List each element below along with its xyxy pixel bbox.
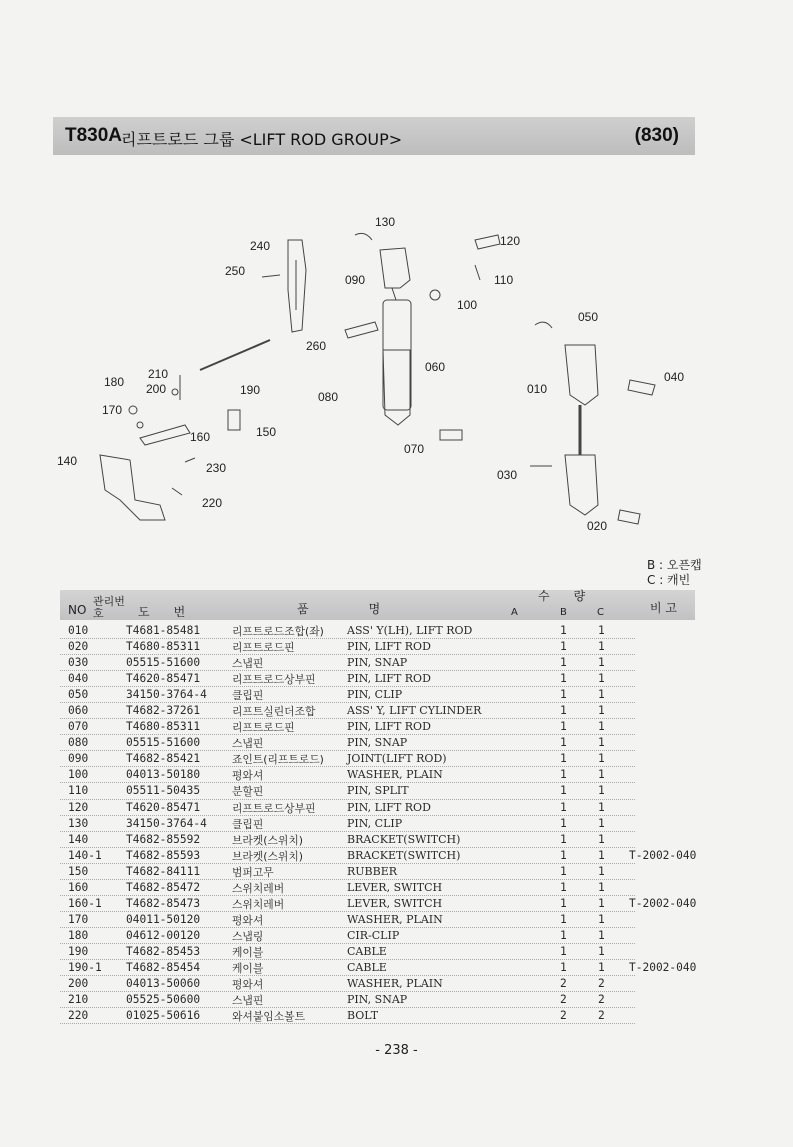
rubber-150-shape (228, 410, 240, 430)
table-row (60, 783, 700, 799)
cell-b: 1 (560, 688, 567, 702)
callout-label: 140 (57, 454, 78, 468)
cell-b: 1 (560, 960, 567, 974)
cell-b: 1 (560, 912, 567, 926)
cell-kr: 브라켓(스위치) (232, 833, 304, 847)
clip-130-shape (355, 233, 372, 240)
snap-pin-230-shape (185, 458, 195, 462)
cell-en: PIN, SPLIT (347, 784, 409, 798)
cell-kr: 평와셔 (232, 978, 264, 992)
table-row (60, 800, 700, 816)
cell-b: 1 (560, 832, 567, 846)
table-row (60, 767, 700, 783)
cell-part: T4682-85453 (126, 944, 201, 958)
cell-en: WASHER, PLAIN (347, 977, 443, 991)
cell-en: PIN, LIFT ROD (347, 672, 431, 686)
cell-part: T4680-85311 (126, 640, 201, 654)
cell-c: 1 (598, 928, 605, 942)
table-row (60, 880, 700, 896)
cell-no: 160-1 (68, 896, 102, 910)
cell-b: 1 (560, 752, 567, 766)
cell-en: CABLE (347, 960, 387, 974)
callout-label: 080 (318, 390, 339, 404)
cell-kr: 스냅핀 (232, 994, 264, 1008)
cell-no: 140-1 (68, 848, 102, 862)
header-drawing: 도 번 (138, 605, 186, 619)
header-mgmt-no: 관리번호 (93, 595, 125, 620)
table-row (60, 848, 700, 864)
cell-no: 150 (68, 864, 89, 878)
cell-part: 34150-3764-4 (126, 816, 207, 830)
cell-no: 160 (68, 880, 89, 894)
cell-c: 1 (598, 656, 605, 670)
header-item-name: 품 명 (297, 602, 381, 616)
callout-label: 220 (202, 496, 223, 510)
cell-b: 2 (560, 993, 567, 1007)
callout-label: 030 (497, 468, 518, 482)
cell-en: WASHER, PLAIN (347, 768, 443, 782)
cell-kr: 리프트로드조합(좌) (232, 625, 324, 638)
cell-c: 1 (598, 768, 605, 782)
cell-c: 1 (598, 704, 605, 718)
cell-c: 1 (598, 912, 605, 926)
cell-no: 200 (68, 977, 89, 991)
legend-c: C : 캐빈 (647, 573, 691, 587)
cell-no: 170 (68, 912, 89, 926)
cell-kr: 리프트로드상부핀 (232, 673, 316, 687)
callout-label: 240 (250, 239, 271, 253)
cell-c: 1 (598, 736, 605, 750)
cell-no: 190-1 (68, 960, 102, 974)
page-code: (830) (634, 125, 679, 146)
cell-part: 04612-00120 (126, 928, 201, 942)
cell-b: 1 (560, 896, 567, 910)
cell-c: 1 (598, 672, 605, 686)
cell-en: PIN, LIFT ROD (347, 720, 431, 734)
cell-part: 05511-50435 (126, 784, 201, 798)
cell-part: T4682-37261 (126, 704, 201, 718)
cell-b: 1 (560, 816, 567, 830)
cell-c: 2 (598, 977, 605, 991)
cell-c: 1 (598, 800, 605, 814)
table-row (60, 623, 700, 639)
cell-b: 1 (560, 640, 567, 654)
callout-label: 040 (664, 370, 685, 384)
cell-b: 1 (560, 672, 567, 686)
table-row (60, 992, 700, 1008)
liftrod-010-top (565, 345, 598, 405)
pin-040-shape (628, 380, 655, 395)
joint-090-shape (380, 248, 410, 288)
cable-190-shape (200, 340, 270, 370)
table-row (60, 912, 700, 928)
cell-en: CIR-CLIP (347, 928, 400, 942)
callout-label: 190 (240, 383, 261, 397)
pin-070-shape (440, 430, 462, 440)
washer-170-shape (137, 422, 143, 428)
cell-en: CABLE (347, 944, 387, 958)
cell-c: 1 (598, 864, 605, 878)
cell-note: T-2002-040 (629, 960, 697, 974)
callout-label: 090 (345, 273, 366, 287)
cell-b: 1 (560, 736, 567, 750)
cell-en: LEVER, SWITCH (347, 896, 443, 910)
cell-no: 220 (68, 1009, 89, 1023)
cell-kr: 스냅핀 (232, 737, 264, 751)
cell-en: RUBBER (347, 864, 398, 878)
cell-note: T-2002-040 (629, 848, 697, 862)
header-c: C (597, 607, 604, 618)
cell-kr: 범퍼고무 (232, 865, 274, 879)
cir-clip-180-shape (129, 406, 137, 414)
cell-no: 020 (68, 640, 89, 654)
cell-no: 050 (68, 688, 89, 702)
cell-b: 1 (560, 784, 567, 798)
cell-c: 1 (598, 832, 605, 846)
callout-label: 050 (578, 310, 599, 324)
cell-no: 040 (68, 672, 89, 686)
cell-kr: 스냅링 (232, 929, 264, 943)
cell-en: PIN, SNAP (347, 993, 408, 1007)
callout-label: 180 (104, 375, 125, 389)
cell-no: 210 (68, 993, 89, 1007)
cell-b: 1 (560, 928, 567, 942)
cell-c: 1 (598, 816, 605, 830)
callout-label: 010 (527, 382, 548, 396)
cell-no: 070 (68, 720, 89, 734)
table-header (60, 590, 695, 620)
cell-en: PIN, LIFT ROD (347, 800, 431, 814)
header-no: NO (68, 603, 87, 617)
cell-c: 1 (598, 752, 605, 766)
cell-c: 1 (598, 688, 605, 702)
cell-b: 1 (560, 624, 567, 637)
cell-kr: 분할핀 (232, 785, 264, 799)
table-row (60, 703, 700, 719)
callout-label: 160 (190, 430, 211, 444)
cell-en: PIN, SNAP (347, 736, 408, 750)
cell-en: BRACKET(SWITCH) (347, 832, 461, 846)
cell-kr: 케이블 (232, 961, 264, 975)
cell-b: 1 (560, 864, 567, 878)
cell-c: 1 (598, 944, 605, 958)
table-row (60, 960, 700, 976)
cell-en: ASS' Y(LH), LIFT ROD (347, 624, 473, 637)
cell-note: T-2002-040 (629, 896, 697, 910)
cell-b: 1 (560, 848, 567, 862)
cell-part: T4682-84111 (126, 864, 201, 878)
cell-no: 030 (68, 656, 89, 670)
parts-table (60, 623, 700, 1024)
cell-en: PIN, CLIP (347, 688, 403, 702)
cell-b: 1 (560, 800, 567, 814)
cell-part: 05525-50600 (126, 993, 201, 1007)
table-row (60, 928, 700, 944)
lever-160-shape (140, 425, 190, 445)
washer-200-shape (172, 389, 178, 395)
cell-b: 1 (560, 768, 567, 782)
table-row (60, 976, 700, 992)
cell-kr: 평와셔 (232, 913, 264, 927)
cell-c: 1 (598, 880, 605, 894)
cell-part: T4682-85593 (126, 848, 201, 862)
cell-part: T4680-85311 (126, 720, 201, 734)
cell-part: 34150-3764-4 (126, 688, 207, 702)
cell-no: 100 (68, 768, 89, 782)
callout-label: 060 (425, 360, 446, 374)
cell-c: 1 (598, 896, 605, 910)
cell-kr: 클립핀 (232, 817, 264, 831)
cell-kr: 와셔붙임소볼트 (232, 1010, 306, 1024)
legend-b: B : 오픈캡 (647, 558, 702, 572)
header-remarks: 비 고 (650, 601, 677, 615)
callout-label: 120 (500, 234, 521, 248)
cell-part: 05515-51600 (126, 656, 201, 670)
cell-b: 1 (560, 944, 567, 958)
cell-part: 01025-50616 (126, 1009, 201, 1023)
pin-120-shape (475, 235, 500, 249)
cell-kr: 케이블 (232, 945, 264, 959)
table-row (60, 687, 700, 703)
cell-part: T4682-85454 (126, 960, 201, 974)
cell-c: 1 (598, 720, 605, 734)
page-number: - 238 - (375, 1043, 418, 1058)
cell-part: 04013-50180 (126, 768, 201, 782)
cell-en: LEVER, SWITCH (347, 880, 443, 894)
table-row (60, 832, 700, 848)
cell-part: T4682-85421 (126, 752, 201, 766)
cell-b: 2 (560, 1009, 567, 1023)
callout-label: 250 (225, 264, 246, 278)
cell-kr: 죠인트(리프트로드) (232, 753, 324, 767)
callout-label: 020 (587, 519, 608, 533)
cell-kr: 리프트실린더조합 (232, 705, 316, 719)
cell-b: 2 (560, 977, 567, 991)
cell-part: T4682-85592 (126, 832, 201, 846)
callout-label: 230 (206, 461, 227, 475)
cell-part: T4681-85481 (126, 624, 201, 637)
table-row (60, 1008, 700, 1024)
table-row (60, 751, 700, 767)
table-row (60, 671, 700, 687)
cell-en: PIN, LIFT ROD (347, 640, 431, 654)
cell-en: JOINT(LIFT ROD) (347, 752, 447, 766)
cell-c: 1 (598, 624, 605, 637)
cell-c: 2 (598, 1009, 605, 1023)
header-qty: 수 량 (538, 589, 586, 603)
cell-no: 180 (68, 928, 89, 942)
exploded-parts-diagram (0, 200, 793, 540)
split-pin-110-shape (475, 265, 480, 280)
table-row (60, 816, 700, 832)
table-row (60, 896, 700, 912)
table-row (60, 864, 700, 880)
cell-no: 120 (68, 800, 89, 814)
group-title: 리프트로드 그룹 <LIFT ROD GROUP> (121, 130, 403, 149)
cell-part: T4682-85473 (126, 896, 201, 910)
callout-label: 150 (256, 425, 277, 439)
cell-part: 04013-50060 (126, 977, 201, 991)
cell-c: 1 (598, 960, 605, 974)
pin-260-shape (345, 322, 378, 338)
cell-b: 1 (560, 704, 567, 718)
cell-no: 110 (68, 784, 89, 798)
callout-label: 200 (146, 382, 167, 396)
cell-c: 1 (598, 784, 605, 798)
cell-no: 010 (68, 624, 89, 637)
table-row (60, 655, 700, 671)
cell-b: 1 (560, 720, 567, 734)
title-bar (53, 117, 695, 155)
callout-label: 260 (306, 339, 327, 353)
liftrod-010-bottom (565, 455, 598, 515)
callout-label: 100 (457, 298, 478, 312)
callout-label: 110 (494, 273, 514, 287)
cell-kr: 리프트로드핀 (232, 721, 295, 735)
cell-b: 1 (560, 656, 567, 670)
cell-no: 090 (68, 752, 89, 766)
cylinder-060-shape (383, 300, 411, 410)
header-a: A (511, 607, 518, 618)
cell-kr: 리프트로드핀 (232, 641, 295, 655)
cell-part: T4620-85471 (126, 800, 201, 814)
cell-en: BOLT (347, 1009, 379, 1023)
callout-label: 070 (404, 442, 425, 456)
cell-kr: 스위치레버 (232, 881, 285, 895)
cell-no: 190 (68, 944, 89, 958)
callout-label: 130 (375, 215, 396, 229)
cell-part: 04011-50120 (126, 912, 201, 926)
table-row (60, 719, 700, 735)
clip-050-shape (535, 322, 552, 328)
table-row (60, 639, 700, 655)
table-row (60, 944, 700, 960)
pin-020-shape (618, 510, 640, 524)
cell-en: PIN, CLIP (347, 816, 403, 830)
cell-kr: 평와셔 (232, 769, 264, 783)
cell-en: ASS' Y, LIFT CYLINDER (347, 704, 482, 718)
cell-part: 05515-51600 (126, 736, 201, 750)
callout-label: 170 (102, 403, 123, 417)
callout-label: 210 (148, 367, 169, 381)
group-code: T830A (65, 125, 123, 146)
cell-c: 2 (598, 993, 605, 1007)
cell-c: 1 (598, 848, 605, 862)
header-b: B (560, 607, 567, 618)
cell-kr: 스냅핀 (232, 657, 264, 671)
cell-c: 1 (598, 640, 605, 654)
washer-100-shape (430, 290, 440, 300)
cell-kr: 클립핀 (232, 689, 264, 703)
bracket-240-shape (288, 240, 306, 332)
cell-no: 080 (68, 736, 89, 750)
cell-en: BRACKET(SWITCH) (347, 848, 461, 862)
bracket-140-shape (100, 455, 165, 520)
cell-b: 1 (560, 880, 567, 894)
cell-no: 060 (68, 704, 89, 718)
cell-kr: 스위치레버 (232, 897, 285, 911)
cell-part: T4620-85471 (126, 672, 201, 686)
cell-en: WASHER, PLAIN (347, 912, 443, 926)
cell-en: PIN, SNAP (347, 656, 408, 670)
cell-kr: 리프트로드상부핀 (232, 801, 316, 815)
table-row (60, 735, 700, 751)
cell-kr: 브라켓(스위치) (232, 849, 304, 863)
bolt-220-shape (172, 488, 182, 495)
cell-no: 130 (68, 816, 89, 830)
cell-part: T4682-85472 (126, 880, 201, 894)
cell-no: 140 (68, 832, 89, 846)
